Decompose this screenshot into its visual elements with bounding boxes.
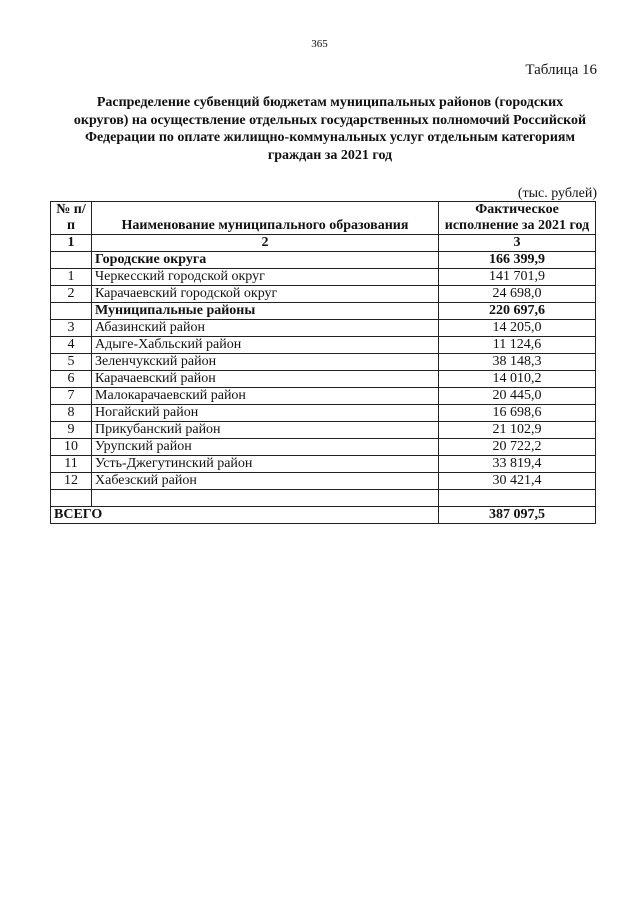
table-row	[51, 405, 596, 422]
column-index: 2	[92, 235, 439, 252]
header-num: № п/п	[51, 202, 92, 235]
row-num: 9	[51, 422, 92, 439]
table-row	[51, 456, 596, 473]
row-value: 33 819,4	[439, 456, 596, 473]
row-name: Малокарачаевский район	[92, 388, 439, 405]
column-index: 1	[51, 235, 92, 252]
row-value: 24 698,0	[439, 286, 596, 303]
group-row	[51, 303, 596, 320]
row-name: Урупский район	[92, 439, 439, 456]
row-name: Черкесский городской округ	[92, 269, 439, 286]
row-num: 3	[51, 320, 92, 337]
row-name: Карачаевский район	[92, 371, 439, 388]
row-value: 14 205,0	[439, 320, 596, 337]
units-label: (тыс. рублей)	[517, 186, 597, 201]
group-title: Муниципальные районы	[92, 303, 439, 320]
row-value: 141 701,9	[439, 269, 596, 286]
row-value: 16 698,6	[439, 405, 596, 422]
column-index-row	[51, 235, 596, 252]
table-row	[51, 286, 596, 303]
row-value: 20 445,0	[439, 388, 596, 405]
table-label: Таблица 16	[525, 62, 597, 78]
table-row	[51, 439, 596, 456]
group-total: 220 697,6	[439, 303, 596, 320]
document-title: Распределение субвенций бюджетам муниципальных районов (городских округов) на осуществление отдельных государственных полномочий Российской Федерации по оплате жилищно-коммунальных услуг отдельным категориям граждан за 2021 год	[73, 95, 587, 163]
row-num: 6	[51, 371, 92, 388]
subvention-table	[50, 201, 596, 524]
header-value: Фактическое исполнение за 2021 год	[439, 202, 596, 235]
row-value: 21 102,9	[439, 422, 596, 439]
table-row	[51, 269, 596, 286]
total-row	[51, 507, 596, 524]
row-name: Хабезский район	[92, 473, 439, 490]
row-name: Карачаевский городской округ	[92, 286, 439, 303]
row-num: 5	[51, 354, 92, 371]
row-name: Адыге-Хабльский район	[92, 337, 439, 354]
header-name: Наименование муниципального образования	[92, 202, 439, 235]
row-num: 1	[51, 269, 92, 286]
group-row	[51, 252, 596, 269]
row-num: 8	[51, 405, 92, 422]
total-value: 387 097,5	[439, 507, 596, 524]
table-row	[51, 422, 596, 439]
table-row	[51, 388, 596, 405]
row-name: Зеленчукский район	[92, 354, 439, 371]
row-num: 2	[51, 286, 92, 303]
row-value: 20 722,2	[439, 439, 596, 456]
row-num: 10	[51, 439, 92, 456]
row-value: 14 010,2	[439, 371, 596, 388]
row-num: 4	[51, 337, 92, 354]
row-value: 30 421,4	[439, 473, 596, 490]
table-row	[51, 337, 596, 354]
group-title: Городские округа	[92, 252, 439, 269]
row-name: Абазинский район	[92, 320, 439, 337]
page-number: 365	[311, 38, 328, 50]
row-num: 7	[51, 388, 92, 405]
total-label: ВСЕГО	[51, 507, 439, 524]
table-header-row	[51, 202, 596, 235]
group-num	[51, 303, 92, 320]
row-value: 38 148,3	[439, 354, 596, 371]
row-name: Ногайский район	[92, 405, 439, 422]
row-num: 11	[51, 456, 92, 473]
table-row	[51, 354, 596, 371]
row-name: Прикубанский район	[92, 422, 439, 439]
row-value: 11 124,6	[439, 337, 596, 354]
empty-row	[51, 490, 596, 507]
row-num: 12	[51, 473, 92, 490]
column-index: 3	[439, 235, 596, 252]
table-row	[51, 371, 596, 388]
row-name: Усть-Джегутинский район	[92, 456, 439, 473]
group-total: 166 399,9	[439, 252, 596, 269]
group-num	[51, 252, 92, 269]
table-row	[51, 320, 596, 337]
table-row	[51, 473, 596, 490]
